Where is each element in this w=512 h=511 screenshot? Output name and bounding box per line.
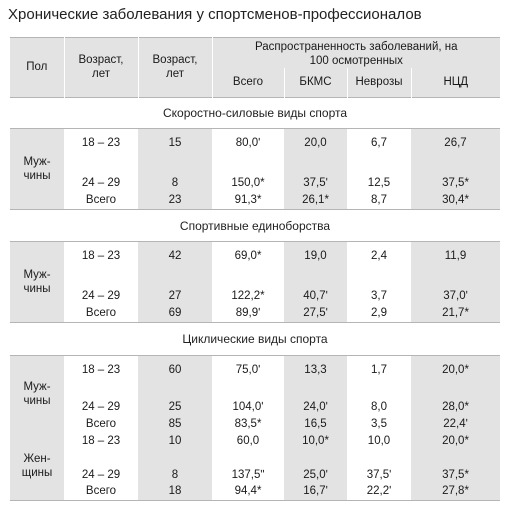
bkms-cell: 40,7ʹ: [284, 271, 347, 304]
count-cell: 23: [138, 191, 212, 210]
group-label: Жен-щины: [10, 433, 64, 501]
ncd-cell: 20,0*: [411, 356, 500, 384]
total-cell: 75,0ʹ: [212, 356, 284, 384]
neuroses-cell: 2,4: [347, 242, 411, 271]
header-bkms: БКМС: [284, 68, 347, 97]
neuroses-cell: 37,5ʹ: [347, 450, 411, 483]
bkms-cell: 10,0*: [284, 433, 347, 450]
group-label: Муж-чины: [10, 242, 64, 323]
ncd-cell: 26,7: [411, 129, 500, 158]
total-cell: 137,5ʺ: [212, 450, 284, 483]
header-age-count: Возраст, лет: [138, 38, 212, 98]
age-cell: 18 – 23: [64, 356, 138, 384]
bkms-cell: 16,5: [284, 415, 347, 433]
neuroses-cell: 12,5: [347, 158, 411, 191]
section-table-martial-arts: [10, 241, 500, 323]
header-neuroses: Неврозы: [347, 68, 411, 97]
neuroses-cell: 2,9: [347, 304, 411, 323]
group-label: Муж-чины: [10, 129, 64, 210]
header-distribution: Распространенность заболеваний, на 100 осмотренных: [212, 38, 500, 69]
age-cell: Всего: [64, 483, 138, 501]
bkms-cell: 13,3: [284, 356, 347, 384]
bkms-cell: 25,0ʹ: [284, 450, 347, 483]
age-cell: Всего: [64, 191, 138, 210]
ncd-cell: 20,0*: [411, 433, 500, 450]
total-cell: 83,5*: [212, 415, 284, 433]
age-cell: 24 – 29: [64, 158, 138, 191]
ncd-cell: 22,4ʹ: [411, 415, 500, 433]
age-cell: Всего: [64, 304, 138, 323]
table-header: [10, 37, 500, 98]
section-title-cyclic: Циклические виды спорта: [182, 332, 328, 346]
total-cell: 94,4*: [212, 483, 284, 501]
age-cell: 18 – 23: [64, 433, 138, 450]
count-cell: 8: [138, 450, 212, 483]
ncd-cell: 27,8*: [411, 483, 500, 501]
section-table-cyclic: [10, 355, 500, 501]
header-total: Всего: [212, 68, 284, 97]
total-cell: 104,0ʹ: [212, 384, 284, 415]
bkms-cell: 37,5ʹ: [284, 158, 347, 191]
count-cell: 60: [138, 356, 212, 384]
count-cell: 18: [138, 483, 212, 501]
count-cell: 8: [138, 158, 212, 191]
total-cell: 122,2*: [212, 271, 284, 304]
total-cell: 89,9ʹ: [212, 304, 284, 323]
total-cell: 80,0ʹ: [212, 129, 284, 158]
header-age: Возраст, лет: [64, 38, 138, 98]
group-label: Муж-чины: [10, 356, 64, 433]
section-title-speed-strength: Скоростно-силовые виды спорта: [162, 106, 348, 120]
neuroses-cell: 8,0: [347, 384, 411, 415]
count-cell: 42: [138, 242, 212, 271]
total-cell: 69,0*: [212, 242, 284, 271]
ncd-cell: 28,0*: [411, 384, 500, 415]
age-cell: 18 – 23: [64, 242, 138, 271]
ncd-cell: 21,7*: [411, 304, 500, 323]
header-ncd: НЦД: [411, 68, 500, 97]
bkms-cell: 24,0ʹ: [284, 384, 347, 415]
neuroses-cell: 6,7: [347, 129, 411, 158]
neuroses-cell: 3,5: [347, 415, 411, 433]
ncd-cell: 37,5*: [411, 158, 500, 191]
neuroses-cell: 3,7: [347, 271, 411, 304]
bkms-cell: 19,0: [284, 242, 347, 271]
count-cell: 27: [138, 271, 212, 304]
age-cell: 24 – 29: [64, 384, 138, 415]
neuroses-cell: 8,7: [347, 191, 411, 210]
bkms-cell: 16,7ʹ: [284, 483, 347, 501]
bkms-cell: 20,0: [284, 129, 347, 158]
ncd-cell: 37,0ʹ: [411, 271, 500, 304]
neuroses-cell: 1,7: [347, 356, 411, 384]
ncd-cell: 37,5*: [411, 450, 500, 483]
ncd-cell: 30,4*: [411, 191, 500, 210]
age-cell: 18 – 23: [64, 129, 138, 158]
bkms-cell: 27,5ʹ: [284, 304, 347, 323]
neuroses-cell: 22,2ʹ: [347, 483, 411, 501]
header-sex: Пол: [10, 38, 64, 98]
total-cell: 150,0*: [212, 158, 284, 191]
neuroses-cell: 10,0: [347, 433, 411, 450]
count-cell: 15: [138, 129, 212, 158]
total-cell: 60,0: [212, 433, 284, 450]
age-cell: 24 – 29: [64, 450, 138, 483]
section-table-speed-strength: [10, 128, 500, 210]
count-cell: 10: [138, 433, 212, 450]
count-cell: 69: [138, 304, 212, 323]
bkms-cell: 26,1*: [284, 191, 347, 210]
count-cell: 25: [138, 384, 212, 415]
total-cell: 91,3*: [212, 191, 284, 210]
age-cell: 24 – 29: [64, 271, 138, 304]
count-cell: 85: [138, 415, 212, 433]
section-title-martial-arts: Спортивные единоборства: [179, 219, 331, 233]
age-cell: Всего: [64, 415, 138, 433]
page-title: Хронические заболевания у спортсменов-профессионалов: [8, 6, 422, 23]
ncd-cell: 11,9: [411, 242, 500, 271]
